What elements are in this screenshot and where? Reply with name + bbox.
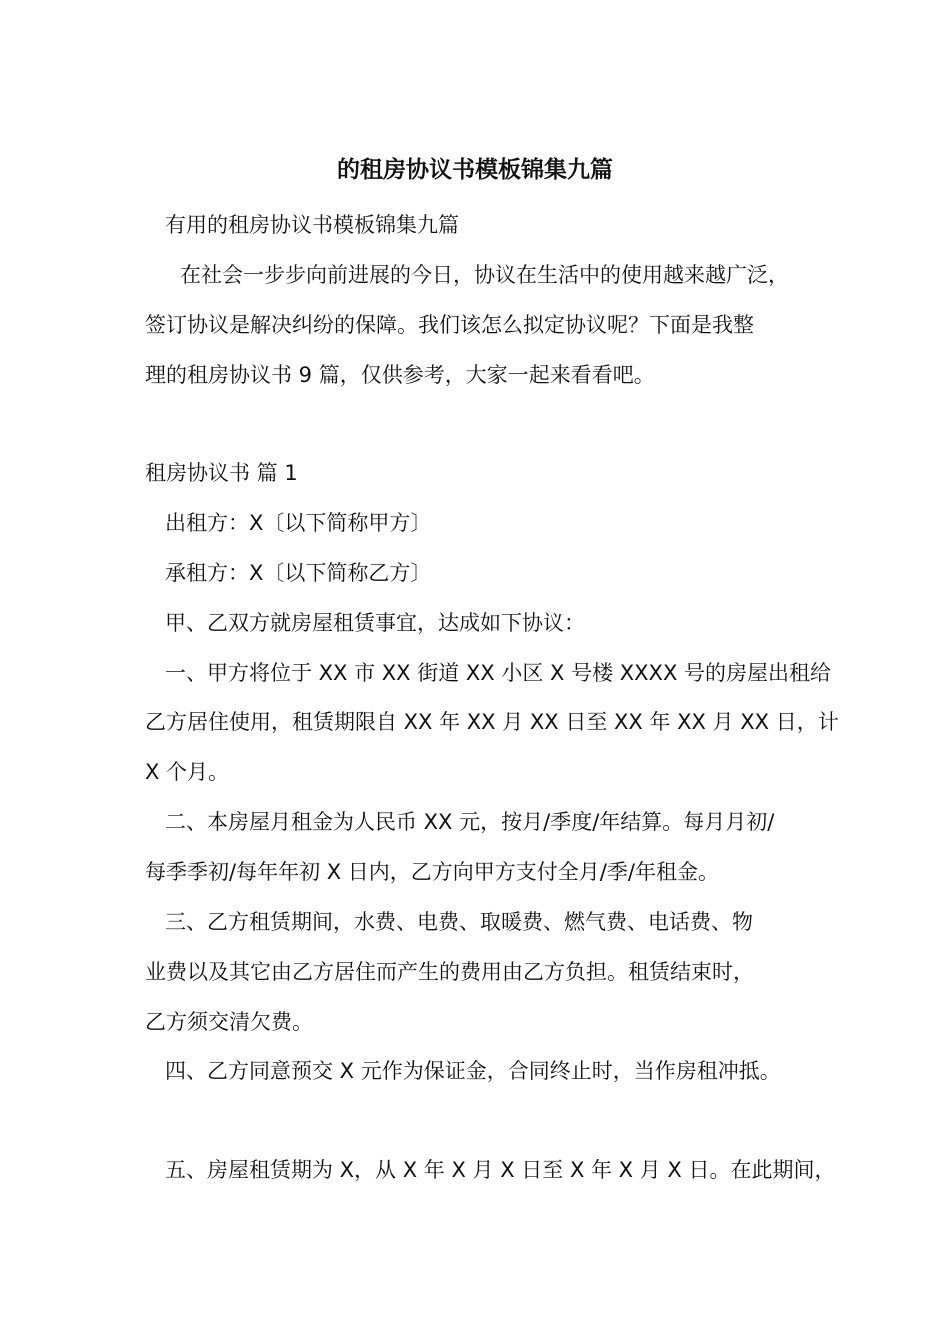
body-line: 四、乙方同意预交 X 元作为保证金，合同终止时，当作房租冲抵。 [165, 1059, 781, 1083]
document-title: 的租房协议书模板锦集九篇 [337, 157, 613, 183]
body-line: 乙方居住使用，租赁期限自 XX 年 XX 月 XX 日至 XX 年 XX 月 XX 日，计 [145, 710, 839, 734]
body-line: 每季季初/每年年初 X 日内，乙方向甲方支付全月/季/年租金。 [145, 860, 719, 884]
body-line: 三、乙方租赁期间，水费、电费、取暖费、燃气费、电话费、物 [165, 910, 753, 934]
section-heading: 租房协议书 篇 1 [145, 461, 298, 485]
body-line: 出租方：X〔以下简称甲方〕 [165, 511, 432, 535]
body-line: 业费以及其它由乙方居住而产生的费用由乙方负担。租赁结束时， [145, 960, 754, 984]
body-line: 五、房屋租赁期为 X，从 X 年 X 月 X 日至 X 年 X 月 X 日。在此期间， [165, 1158, 836, 1182]
body-line: 乙方须交清欠费。 [145, 1010, 313, 1034]
body-line: X 个月。 [145, 760, 230, 784]
body-line: 一、甲方将位于 XX 市 XX 街道 XX 小区 X 号楼 XXXX 号的房屋出租给 [165, 661, 831, 685]
document-subtitle: 有用的租房协议书模板锦集九篇 [165, 213, 459, 237]
body-line: 承租方：X〔以下简称乙方〕 [165, 561, 432, 585]
body-line: 甲、乙双方就房屋租赁事宜，达成如下协议： [165, 611, 585, 635]
body-line: 二、本房屋月租金为人民币 XX 元，按月/季度/年结算。每月月初/ [165, 810, 775, 834]
intro-line: 理的租房协议书 9 篇，仅供参考，大家一起来看看吧。 [145, 363, 655, 387]
intro-line: 在社会一步步向前进展的今日，协议在生活中的使用越来越广泛， [180, 263, 789, 287]
intro-line: 签订协议是解决纠纷的保障。我们该怎么拟定协议呢？下面是我整 [145, 313, 754, 337]
